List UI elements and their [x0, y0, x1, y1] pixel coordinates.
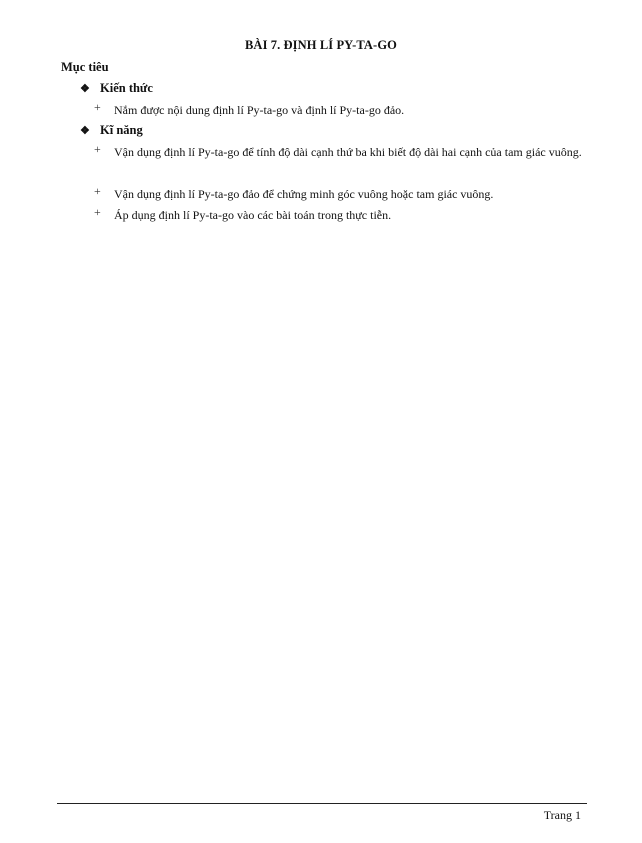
list-item: [94, 100, 582, 121]
diamond-bullet-icon: ❖: [80, 83, 90, 95]
plus-marker: +: [94, 205, 101, 219]
list-item-text: Nắm được nội dung định lí Py-ta-go và định lí Py-ta-go đảo.: [114, 103, 405, 117]
page-title: BÀI 7. ĐỊNH LÍ PY-TA-GO: [245, 38, 397, 52]
section-heading: Mục tiêu: [61, 60, 109, 74]
plus-marker: +: [94, 100, 101, 114]
list-item: [94, 184, 582, 205]
list-item: [94, 142, 582, 163]
list-item: [94, 205, 582, 226]
subsection-skills-heading: [80, 123, 143, 138]
plus-marker: +: [94, 142, 101, 156]
footer-divider: [57, 803, 587, 804]
page-number: Trang 1: [543, 808, 581, 822]
list-item-text: Vận dụng định lí Py-ta-go đảo để chứng minh góc vuông hoặc tam giác vuông.: [114, 187, 494, 201]
subsection-knowledge-heading: [80, 81, 153, 96]
list-item-text: Vận dụng định lí Py-ta-go để tính độ dài cạnh thứ ba khi biết độ dài hai cạnh của tam giác vuông.: [114, 145, 582, 159]
diamond-bullet-icon: ❖: [80, 125, 90, 137]
plus-marker: +: [94, 184, 101, 198]
list-item-text: Áp dụng định lí Py-ta-go vào các bài toán trong thực tiễn.: [114, 208, 392, 222]
subsection-knowledge-label: Kiến thức: [100, 81, 153, 95]
subsection-skills-label: Kĩ năng: [100, 123, 143, 137]
